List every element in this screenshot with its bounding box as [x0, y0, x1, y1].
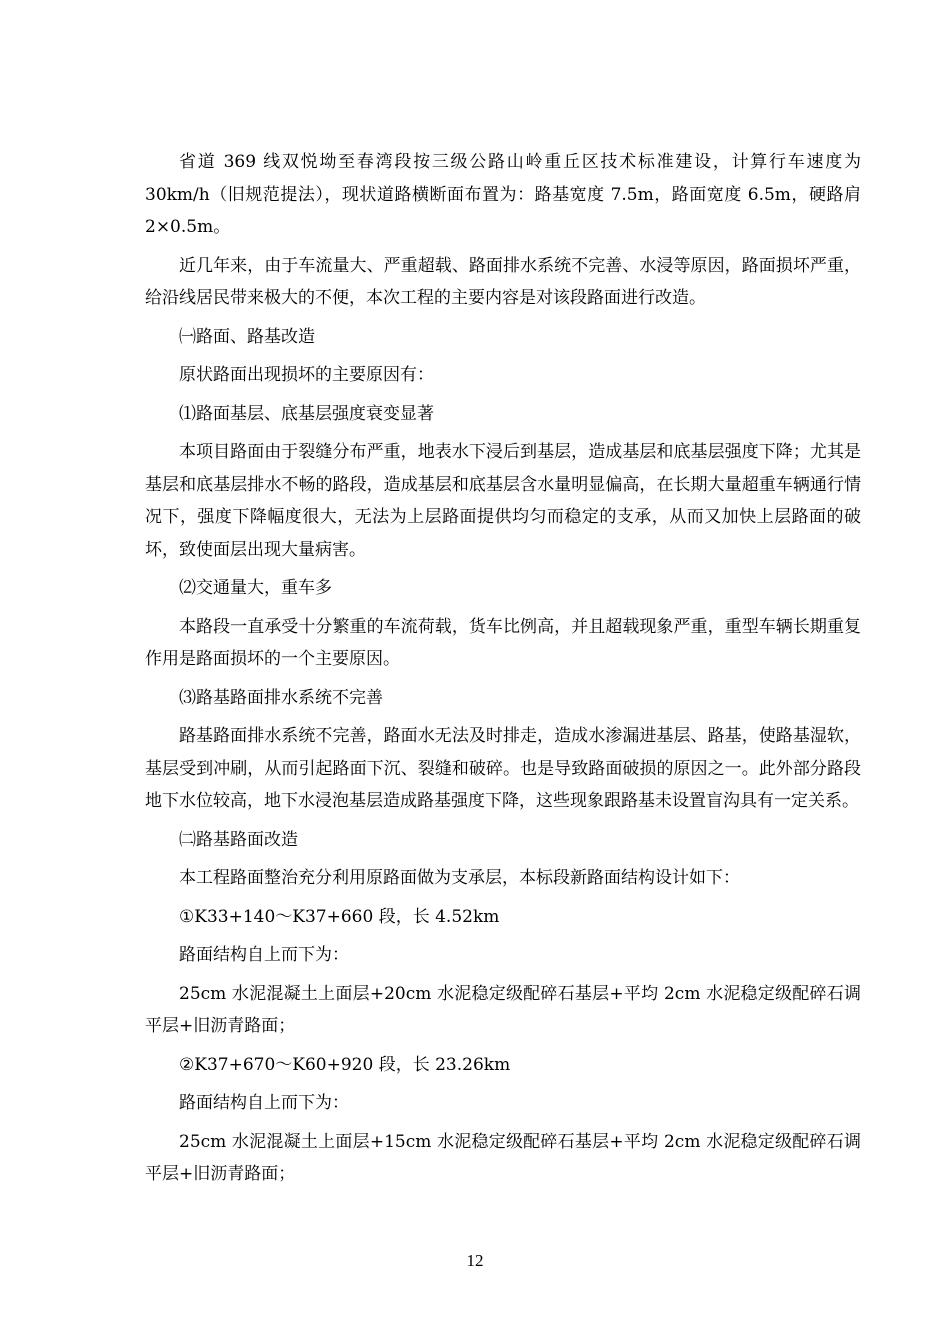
paragraph-damage-background: 近几年来，由于车流量大、严重超载、路面排水系统不完善、水浸等原因，路面损坏严重，给沿线居民带来极大的不便，本次工程的主要内容是对该段路面进行改造。 [145, 255, 861, 308]
section-heading-2: ㈡路基路面改造 [179, 829, 298, 850]
subheading-cause-1: ⑴路面基层、底基层强度衰变显著 [179, 403, 434, 424]
segment-2-structure-label: 路面结构自上而下为： [179, 1093, 349, 1113]
segment-2-structure: 25cm 水泥混凝土上面层+15cm 水泥稳定级配碎石基层+平均 2cm 水泥稳定级配碎石调平层+旧沥青路面； [145, 1131, 861, 1184]
section-heading-1: ㈠路面、路基改造 [179, 326, 315, 347]
segment-1-heading: ①K33+140～K37+660 段，长 4.52km [179, 906, 500, 927]
segment-1-structure-label: 路面结构自上而下为： [179, 945, 349, 965]
segment-2-heading: ②K37+670～K60+920 段，长 23.26km [179, 1054, 511, 1075]
page-number: 12 [466, 1251, 484, 1270]
body-text [145, 146, 861, 1197]
segment-1-structure: 25cm 水泥混凝土上面层+20cm 水泥稳定级配碎石基层+平均 2cm 水泥稳定级配碎石调平层+旧沥青路面； [145, 983, 861, 1036]
paragraph-cause-3: 路基路面排水系统不完善，路面水无法及时排走，造成水渗漏进基层、路基，使路基湿软，基层受到冲刷，从而引起路面下沉、裂缝和破碎。也是导致路面破损的原因之一。此外部分路段地下水位较高，地下水浸泡基层造成路基强度下降，这些现象跟路基未设置盲沟具有一定关系。 [145, 726, 861, 811]
paragraph-design-intro: 本工程路面整治充分利用原路面做为支承层，本标段新路面结构设计如下： [179, 868, 740, 888]
paragraph-road-standard: 省道 369 线双悦坳至春湾段按三级公路山岭重丘区技术标准建设，计算行车速度为 30km/h（旧规范提法），现状道路横断面布置为：路基宽度 7.5m，路面宽度 6.5m，硬路肩 2×0.5m。 [145, 152, 861, 237]
paragraph-damage-causes-intro: 原状路面出现损坏的主要原因有： [179, 365, 434, 385]
paragraph-cause-2: 本路段一直承受十分繁重的车流荷载，货车比例高，并且超载现象严重，重型车辆长期重复作用是路面损坏的一个主要原因。 [145, 616, 861, 669]
subheading-cause-3: ⑶路基路面排水系统不完善 [179, 687, 383, 708]
paragraph-cause-1: 本项目路面由于裂缝分布严重，地表水下浸后到基层，造成基层和底基层强度下降；尤其是基层和底基层排水不畅的路段，造成基层和底基层含水量明显偏高，在长期大量超重车辆通行情况下，强度下降幅度很大，无法为上层路面提供均匀而稳定的支承，从而又加快上层路面的破坏，致使面层出现大量病害。 [145, 442, 861, 560]
subheading-cause-2: ⑵交通量大，重车多 [179, 578, 332, 598]
